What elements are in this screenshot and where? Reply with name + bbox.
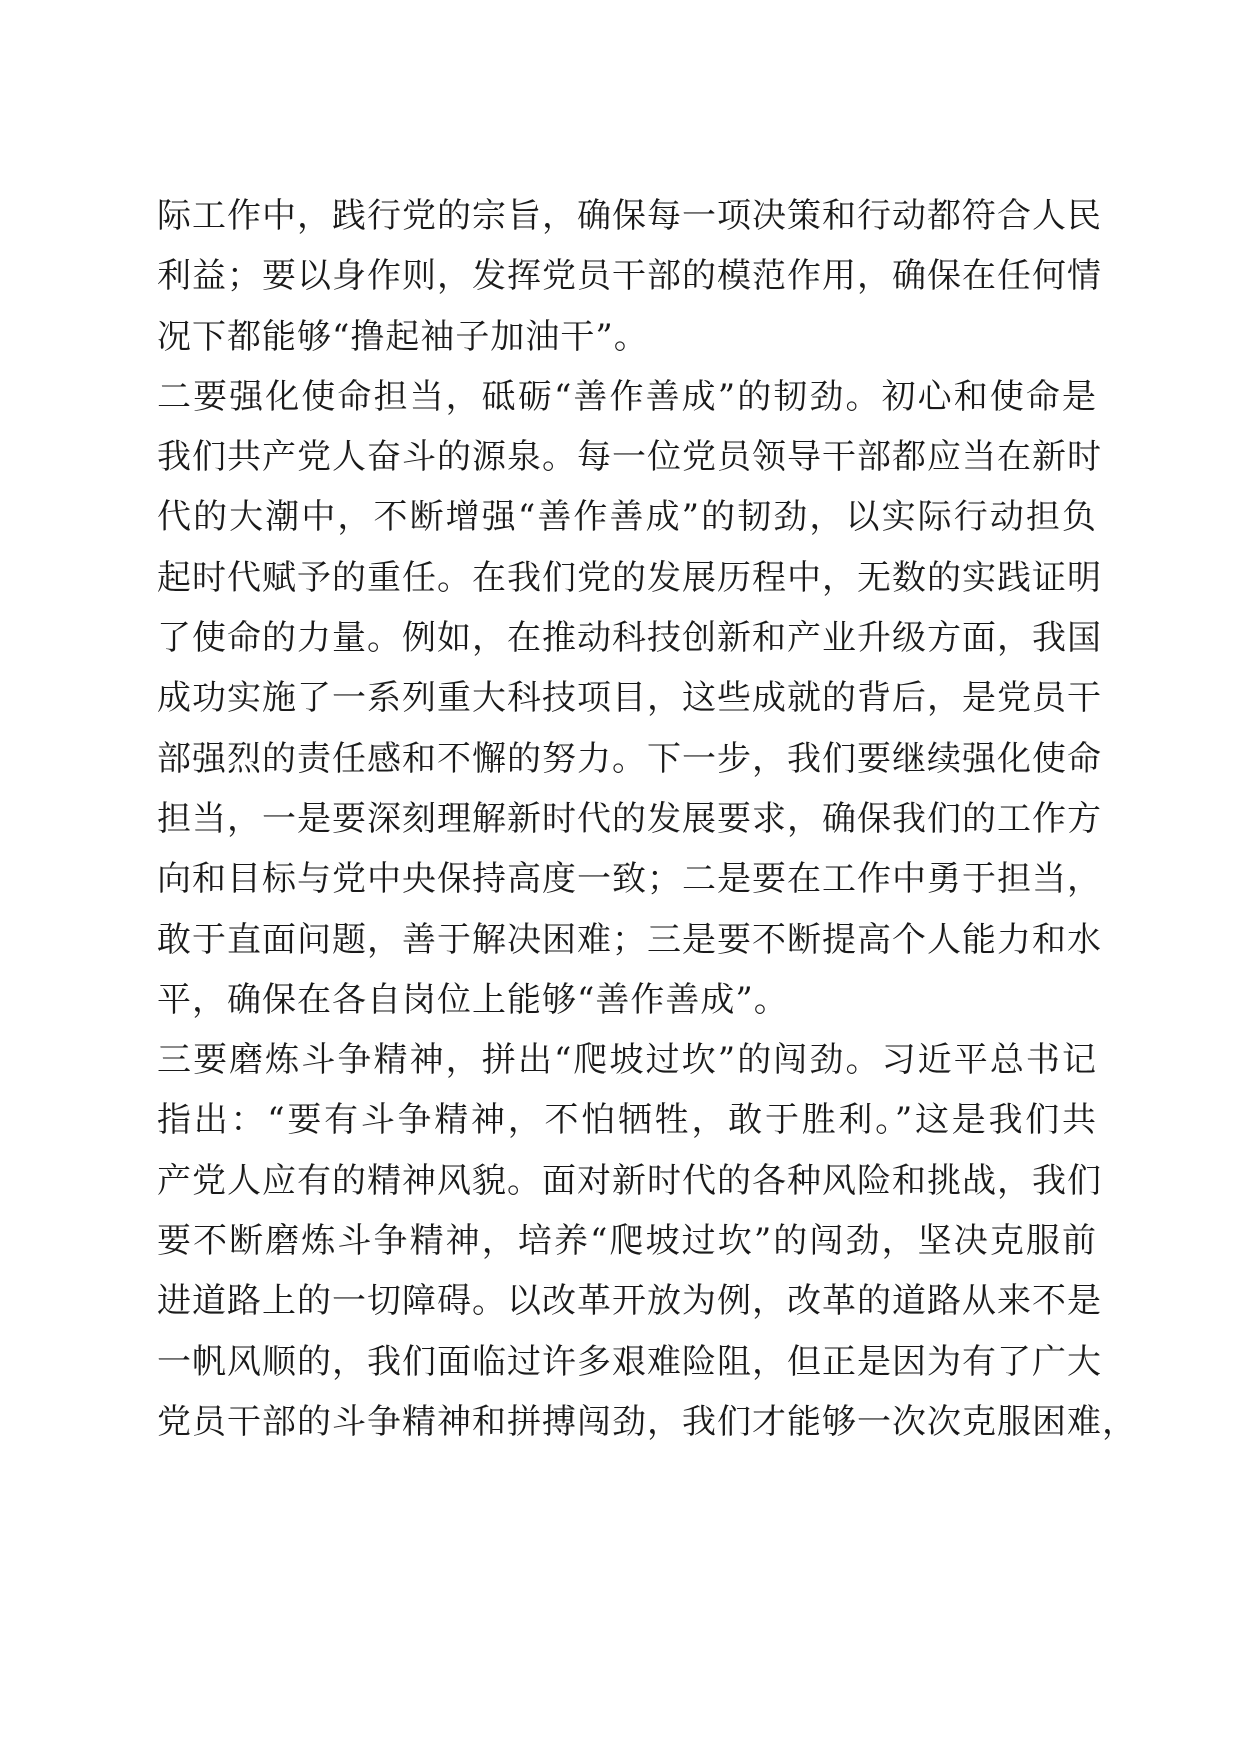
text-line: 二要强化使命担当，砥砺“善作善成”的韧劲。初心和使命是 <box>157 376 1097 417</box>
text-line: 成功实施了一系列重大科技项目，这些成就的背后，是党员干 <box>157 678 1102 719</box>
text-line: 部强烈的责任感和不懈的努力。下一步，我们要继续强化使命 <box>157 738 1102 779</box>
paragraph-2 <box>157 367 1102 1030</box>
text-line: 利益；要以身作则，发挥党员干部的模范作用，确保在任何情 <box>157 256 1102 297</box>
text-line: 一帆风顺的，我们面临过许多艰难险阻，但正是因为有了广大 <box>157 1341 1102 1382</box>
text-line: 平，确保在各自岗位上能够“善作善成”。 <box>157 979 789 1020</box>
text-line: 担当，一是要深刻理解新时代的发展要求，确保我们的工作方 <box>157 798 1102 839</box>
text-line: 进道路上的一切障碍。以改革开放为例，改革的道路从来不是 <box>157 1281 1102 1322</box>
text-line: 代的大潮中，不断增强“善作善成”的韧劲，以实际行动担负 <box>157 497 1097 538</box>
text-line: 敢于直面问题，善于解决困难；三是要不断提高个人能力和水 <box>157 919 1102 960</box>
text-line: 指出：“要有斗争精神，不怕牺牲，敢于胜利。”这是我们共 <box>157 1100 1097 1141</box>
text-line: 了使命的力量。例如，在推动科技创新和产业升级方面，我国 <box>157 618 1102 659</box>
paragraph-1 <box>157 186 1102 367</box>
text-line: 三要磨炼斗争精神，拼出“爬坡过坎”的闯劲。习近平总书记 <box>157 1040 1097 1081</box>
text-line: 向和目标与党中央保持高度一致；二是要在工作中勇于担当， <box>157 859 1102 900</box>
text-line: 产党人应有的精神风貌。面对新时代的各种风险和挑战，我们 <box>157 1160 1102 1201</box>
text-line: 我们共产党人奋斗的源泉。每一位党员领导干部都应当在新时 <box>157 437 1102 478</box>
text-line: 党员干部的斗争精神和拼搏闯劲，我们才能够一次次克服困难， <box>157 1401 1137 1442</box>
body-text <box>157 186 1137 1452</box>
text-line: 际工作中，践行党的宗旨，确保每一项决策和行动都符合人民 <box>157 196 1102 236</box>
text-line: 要不断磨炼斗争精神，培养“爬坡过坎”的闯劲，坚决克服前 <box>157 1221 1097 1262</box>
paragraph-3 <box>157 1030 1137 1452</box>
text-line: 况下都能够“撸起袖子加油干”。 <box>157 316 649 357</box>
text-line: 起时代赋予的重任。在我们党的发展历程中，无数的实践证明 <box>157 557 1102 598</box>
